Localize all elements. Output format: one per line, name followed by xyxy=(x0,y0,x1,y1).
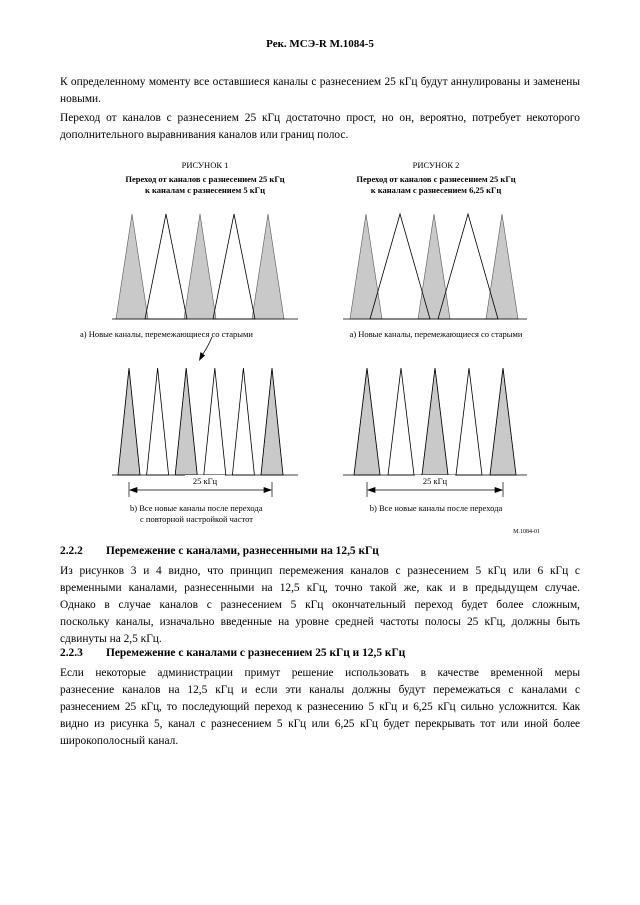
fig1-span-arrow-right xyxy=(264,488,271,493)
fig2a-old-channel xyxy=(350,214,382,319)
fig2b-shaded-channel xyxy=(490,368,516,475)
fig1-span-arrow-left xyxy=(130,488,137,493)
section-2-2-2-body xyxy=(60,563,580,648)
fig2-title-line1: Переход от каналов с разнесением 25 кГц xyxy=(356,174,516,184)
section-2-2-3-line-5: широкополосный канал. xyxy=(60,735,179,747)
section-2-2-3-line-1: Если некоторые администрации примут решение использовать в качестве временной меры xyxy=(60,667,580,679)
fig1b-shaded-channel xyxy=(175,368,197,475)
fig1-pointer-arrow-head xyxy=(199,352,205,361)
section-2-2-3-line-2: разнесение каналов на 12,5 кГц и если эти каналы должны будут перемежаться с каналами с xyxy=(60,684,580,696)
fig2a-old-channel xyxy=(486,214,518,319)
fig1-span-label: 25 кГц xyxy=(192,476,218,486)
section-2-2-2-number: 2.2.2 xyxy=(60,545,83,557)
fig1-title-line2: к каналам с разнесением 5 кГц xyxy=(145,185,265,195)
section-2-2-2-line-1: Из рисунков 3 и 4 видно, что принцип перемежения каналов с разнесением 5 кГц или 6 кГц с xyxy=(60,565,580,577)
fig1a-new-channel xyxy=(145,214,187,319)
intro-paragraph-1: К определенному моменту все оставшиеся каналы с разнесением 25 кГц будут аннулированы и заменены новыми. xyxy=(60,76,580,105)
section-2-2-3-title: Перемежение с каналами с разнесением 25 кГц и 12,5 кГц xyxy=(106,647,406,659)
fig1-label: РИСУНОК 1 xyxy=(181,160,229,170)
fig1-caption-b-line1: b) Все новые каналы после перехода xyxy=(130,503,263,513)
section-2-2-3-heading xyxy=(60,647,405,659)
fig1a-old-channel xyxy=(252,214,284,319)
fig1a-new-channel xyxy=(213,214,255,319)
fig1b-new-channel xyxy=(147,368,169,475)
fig1b-new-channel xyxy=(232,368,254,475)
fig2b-shaded-channel xyxy=(354,368,380,475)
fig2-label: РИСУНОК 2 xyxy=(412,160,460,170)
section-2-2-2-line-2: временными каналами, разнесенными на 12,5 кГц, точно такой же, как и в предыдущем случае. xyxy=(60,582,580,594)
section-2-2-3-body xyxy=(60,665,580,750)
section-2-2-3-line-3: разнесением 25 кГц, то последующий переход к разнесению 5 кГц и 6,25 кГц сильно усложнится. Как xyxy=(60,701,580,713)
fig1a-old-channel xyxy=(184,214,216,319)
fig2-span-arrow-right xyxy=(495,488,502,493)
fig2-caption-a: a) Новые каналы, перемежающиеся со старыми xyxy=(349,329,523,339)
page-header: Рек. МСЭ-R M.1084-5 xyxy=(266,38,374,50)
fig2b-shaded-channel xyxy=(422,368,448,475)
section-2-2-3-number: 2.2.3 xyxy=(60,647,83,659)
fig1b-shaded-channel xyxy=(261,368,283,475)
fig1b-new-channel xyxy=(204,368,226,475)
fig1-caption-a: a) Новые каналы, перемежающиеся со старыми xyxy=(80,329,253,339)
section-2-2-2-line-3: Однако в случае каналов с разнесением 5 кГц окончательный переход будет более сложным, xyxy=(60,599,580,611)
fig2-caption-b: b) Все новые каналы после перехода xyxy=(369,503,503,513)
section-2-2-2-line-4: поскольку каналы, изначально введенные на уровне средней частоты полосы 25 кГц, должны быть xyxy=(60,616,580,628)
intro-paragraph-2: Переход от каналов с разнесением 25 кГц достаточно прост, но он, вероятно, потребует некоторого дополнительного выравнивания каналов или границ полос. xyxy=(60,112,580,141)
fig1b-shaded-channel xyxy=(118,368,140,475)
fig1-caption-b-line2: с повторной настройкой частот xyxy=(140,514,253,524)
fig2b-new-channel xyxy=(388,368,414,475)
fig1-title-line1: Переход от каналов с разнесением 25 кГц xyxy=(125,174,285,184)
section-2-2-2-title: Перемежение с каналами, разнесенными на 12,5 кГц xyxy=(106,545,379,557)
fig2-span-arrow-left xyxy=(368,488,375,493)
section-2-2-3-line-4: видно из рисунка 5, канал с разнесением 5 кГц или 6,25 кГц будет перекрывать тот или иной более xyxy=(60,718,580,730)
section-2-2-2-line-5: сдвинуты на 2,5 кГц. xyxy=(60,633,162,645)
fig1a-old-channel xyxy=(116,214,148,319)
fig2b-new-channel xyxy=(456,368,482,475)
fig2-span-label: 25 кГц xyxy=(422,476,448,486)
figure-code: M.1084-01 xyxy=(513,529,540,535)
fig2-title-line2: к каналам с разнесением 6,25 кГц xyxy=(370,185,502,195)
section-2-2-2-heading xyxy=(60,545,379,557)
fig2a-old-channel xyxy=(418,214,450,319)
